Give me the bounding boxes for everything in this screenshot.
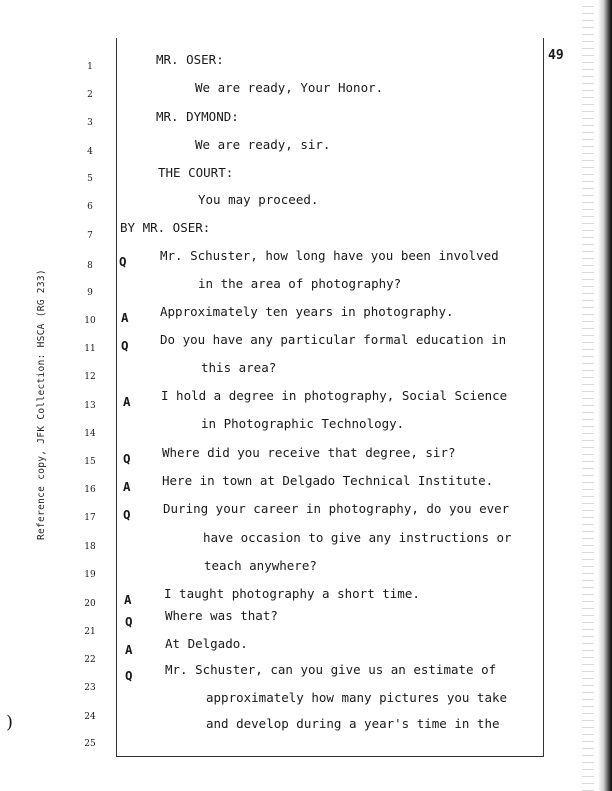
- speaker-mark: Q: [125, 668, 133, 683]
- line-number: 15: [84, 457, 96, 467]
- line-number: 21: [84, 627, 96, 637]
- line-number: 7: [87, 231, 93, 241]
- reference-stamp: Reference copy, JFK Collection: HSCA (RG 233): [36, 269, 47, 540]
- line-number: 25: [84, 739, 96, 749]
- line-text: Mr. Schuster, can you give us an estimate of: [165, 662, 497, 677]
- left-margin-rule: [116, 38, 117, 756]
- line-number: 1: [87, 62, 93, 72]
- line-text: We are ready, Your Honor.: [195, 80, 384, 95]
- line-number: 12: [84, 372, 96, 382]
- line-text: I taught photography a short time.: [164, 586, 420, 601]
- speaker-mark: Q: [125, 614, 133, 629]
- speaker-mark: A: [125, 642, 133, 657]
- line-number: 18: [84, 542, 96, 552]
- line-text: and develop during a year's time in the: [206, 716, 500, 731]
- speaker-mark: A: [121, 310, 129, 325]
- line-number: 16: [84, 485, 96, 495]
- bottom-margin-rule: [116, 756, 544, 757]
- line-number: 2: [87, 90, 93, 100]
- line-number: 19: [84, 570, 96, 580]
- line-text: I hold a degree in photography, Social Science: [161, 388, 508, 403]
- line-text: THE COURT:: [158, 165, 234, 180]
- line-text: in Photographic Technology.: [201, 416, 405, 431]
- line-text: approximately how many pictures you take: [206, 690, 508, 705]
- speaker-mark: Q: [121, 338, 129, 353]
- speaker-mark: Q: [123, 451, 131, 466]
- line-number: 6: [87, 202, 93, 212]
- line-number: 20: [84, 599, 96, 609]
- line-number: 11: [84, 344, 96, 354]
- line-number: 13: [84, 401, 96, 411]
- line-number: 3: [87, 118, 93, 128]
- page-number: 49: [548, 48, 564, 63]
- line-number: 5: [87, 174, 93, 184]
- line-text: During your career in photography, do you ever: [163, 501, 510, 516]
- line-number: 23: [84, 683, 96, 693]
- line-text: You may proceed.: [198, 192, 319, 207]
- speaker-mark: A: [124, 592, 132, 607]
- scan-edge-noise: [582, 0, 594, 791]
- line-number: 22: [84, 655, 96, 665]
- speaker-mark: Q: [123, 507, 131, 522]
- line-text: MR. OSER:: [156, 52, 224, 67]
- line-text: this area?: [201, 360, 277, 375]
- line-text: At Delgado.: [165, 636, 248, 651]
- scan-edge-shadow: [598, 0, 612, 791]
- line-text: MR. DYMOND:: [156, 109, 239, 124]
- line-number: 8: [87, 261, 93, 271]
- line-number: 4: [87, 147, 93, 157]
- speaker-mark: A: [123, 479, 131, 494]
- line-number: 24: [84, 712, 96, 722]
- line-text: Here in town at Delgado Technical Institute.: [162, 473, 494, 488]
- line-number: 10: [84, 316, 96, 326]
- line-text: Where was that?: [165, 608, 278, 623]
- line-text: teach anywhere?: [204, 558, 317, 573]
- line-text: We are ready, sir.: [195, 137, 331, 152]
- speaker-mark: A: [123, 394, 131, 409]
- line-text: Mr. Schuster, how long have you been involved: [160, 248, 499, 263]
- right-margin-rule: [543, 38, 544, 756]
- margin-mark: ): [6, 712, 14, 733]
- line-number: 14: [84, 429, 96, 439]
- line-text: Approximately ten years in photography.: [160, 304, 454, 319]
- line-text: have occasion to give any instructions or: [203, 530, 512, 545]
- line-text: BY MR. OSER:: [120, 220, 211, 235]
- line-number: 9: [87, 288, 93, 298]
- line-number: 17: [84, 513, 96, 523]
- line-text: Do you have any particular formal education in: [160, 332, 507, 347]
- line-text: in the area of photography?: [198, 276, 402, 291]
- line-text: Where did you receive that degree, sir?: [162, 445, 456, 460]
- speaker-mark: Q: [119, 254, 127, 269]
